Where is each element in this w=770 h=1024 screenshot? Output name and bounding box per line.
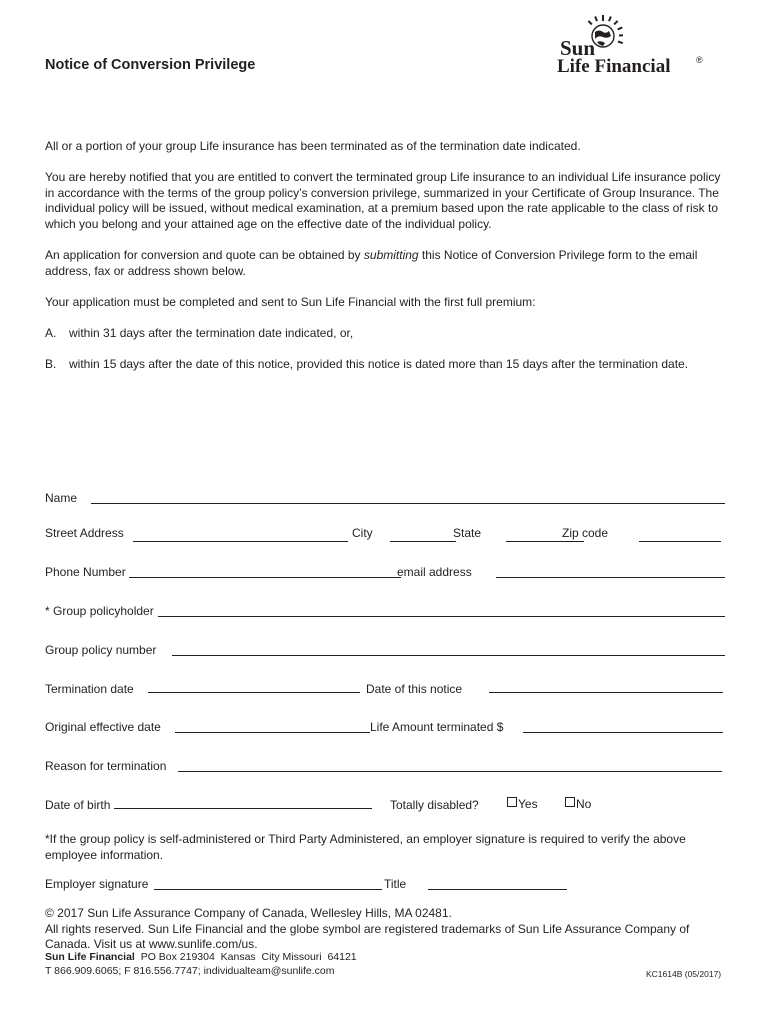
state-field[interactable] xyxy=(506,541,584,542)
group-policy-number-field[interactable] xyxy=(172,655,725,656)
intro-paragraph-1 xyxy=(45,139,725,155)
employer-signature-label: Employer signature xyxy=(45,877,149,891)
original-effective-date-field[interactable] xyxy=(175,732,370,733)
intro-text-1: All or a portion of your group Life insurance has been terminated as of the termination date indicated. xyxy=(45,139,581,153)
intro-paragraph-3 xyxy=(45,248,725,279)
address-line xyxy=(45,950,357,964)
po-box-address: PO Box 219304 Kansas City Missouri 64121 xyxy=(134,951,357,963)
phone-number-field[interactable] xyxy=(129,577,401,578)
zip-code-field[interactable] xyxy=(639,541,721,542)
intro-text-3-end: this Notice of Conversion Privilege form to the email address, fax or address shown below. xyxy=(45,248,698,278)
reason-for-termination-label: Reason for termination xyxy=(45,759,167,773)
deadline-text-b: within 15 days after the date of this notice, provided this notice is dated more than 15 days after the termination date. xyxy=(69,357,689,371)
city-field[interactable] xyxy=(390,541,456,542)
reason-for-termination-field[interactable] xyxy=(178,771,722,772)
intro-paragraph-2 xyxy=(45,170,725,232)
deadline-text-a: within 31 days after the termination date indicated, or, xyxy=(69,326,354,340)
contact-line: T 866.909.6065; F 816.556.7747; individualteam@sunlife.com xyxy=(45,965,335,977)
phone-number-label: Phone Number xyxy=(45,565,126,579)
copyright-text: © 2017 Sun Life Assurance Company of Canada, Wellesley Hills, MA 02481. xyxy=(45,906,452,920)
original-effective-date-label: Original effective date xyxy=(45,720,161,734)
street-address-label: Street Address xyxy=(45,526,124,540)
termination-date-field[interactable] xyxy=(148,692,360,693)
life-amount-terminated-field[interactable] xyxy=(523,732,723,733)
logo-text-life-financial: Life Financial xyxy=(557,56,671,77)
disabled-no-option[interactable] xyxy=(565,797,591,811)
footer-legal xyxy=(45,906,735,953)
zip-code-label: Zip code xyxy=(562,526,609,540)
intro-text-3-emphasis: submitting xyxy=(363,248,419,262)
intro-text-4: Your application must be completed and sent to Sun Life Financial with the first full premium: xyxy=(45,295,536,309)
state-label: State xyxy=(453,526,482,540)
date-of-birth-field[interactable] xyxy=(114,808,372,809)
page-title: Notice of Conversion Privilege xyxy=(45,57,256,73)
rights-text: All rights reserved. Sun Life Financial and the globe symbol are registered trademarks of Sun Life Assurance Company of Canada. Visit us at www.sunlife.com/us. xyxy=(45,921,690,951)
intro-paragraph-4 xyxy=(45,295,725,311)
employer-signature-field[interactable] xyxy=(154,889,382,890)
disabled-no-label: No xyxy=(576,797,592,811)
title-label: Title xyxy=(384,877,407,891)
intro-text-3 xyxy=(45,248,725,279)
employer-signature-note: *If the group policy is self-administered or Third Party Administered, an employer signature is required to verify the above employee information. xyxy=(45,832,686,862)
street-address-field[interactable] xyxy=(133,541,348,542)
email-address-label: email address xyxy=(397,565,472,579)
disabled-no-checkbox[interactable] xyxy=(565,797,575,807)
intro-text-3-start: An application for conversion and quote can be obtained by xyxy=(45,248,364,262)
disabled-yes-option[interactable] xyxy=(507,797,538,811)
disabled-yes-label: Yes xyxy=(518,797,538,811)
sun-life-logo xyxy=(535,12,725,82)
list-marker-b: B. xyxy=(45,357,57,371)
deadline-item-b xyxy=(45,357,725,373)
title-field[interactable] xyxy=(428,889,567,890)
list-marker-a: A. xyxy=(45,326,57,340)
group-policyholder-field[interactable] xyxy=(158,616,725,617)
disabled-yes-checkbox[interactable] xyxy=(507,797,517,807)
group-policyholder-label: * Group policyholder xyxy=(45,604,154,618)
date-of-notice-label: Date of this notice xyxy=(366,682,463,696)
registered-mark: ® xyxy=(696,55,703,65)
date-of-notice-field[interactable] xyxy=(489,692,723,693)
company-name: Sun Life Financial xyxy=(45,951,135,963)
termination-date-label: Termination date xyxy=(45,682,134,696)
city-label: City xyxy=(352,526,373,540)
logo-text-sun: Sun xyxy=(560,36,596,60)
name-field[interactable] xyxy=(91,503,725,504)
date-of-birth-label: Date of birth xyxy=(45,798,111,812)
group-policy-number-label: Group policy number xyxy=(45,643,157,657)
deadline-item-a xyxy=(45,326,725,342)
form-code: KC1614B (05/2017) xyxy=(646,969,722,979)
contact-address xyxy=(45,950,357,978)
intro-text-2: You are hereby notified that you are entitled to convert the terminated group Life insurance to an individual Life insurance policy in accordance with the terms of the group policy’s conversion privilege, summarized in your Certificate of Group Insurance. The individual policy will be issued, without medical examination, at a premium based upon the rate applicable to the class of risk to which you belong and your attained age on the effective date of the individual policy. xyxy=(45,170,721,231)
email-address-field[interactable] xyxy=(496,577,725,578)
name-label: Name xyxy=(45,491,78,505)
totally-disabled-label: Totally disabled? xyxy=(390,798,479,812)
life-amount-terminated-label: Life Amount terminated $ xyxy=(370,720,504,734)
